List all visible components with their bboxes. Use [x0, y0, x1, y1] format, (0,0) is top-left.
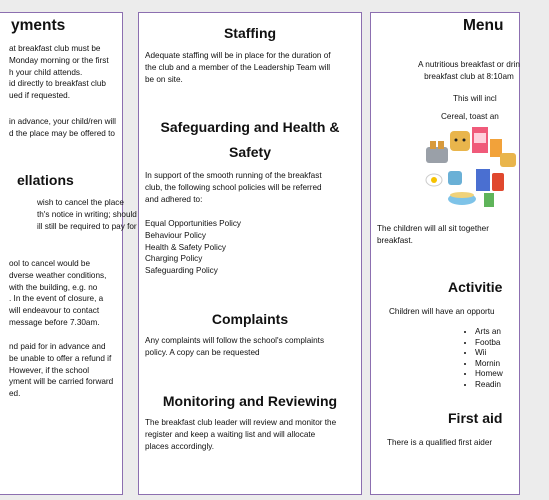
safeguarding-heading-line2: Safety [228, 144, 272, 160]
activities-list [457, 327, 503, 391]
first-aid-heading: First aid [448, 410, 503, 426]
activity-item: • Mornin [475, 359, 503, 370]
cereal-text: Cereal, toast an [441, 112, 499, 121]
policy-item: Safeguarding Policy [145, 266, 218, 276]
monitoring-text: The breakfast club leader will review and monitor the register and keep a waiting list and will allocate places accordingly. [145, 418, 337, 451]
activity-item: • Readin [475, 380, 503, 391]
activity-item: • Footba [475, 338, 503, 349]
staffing-text: Adequate staffing will be in place for the duration of the club and a member of the Leadership Team will be on site. [145, 51, 331, 84]
cancellations-text: wish to cancel the place th's notice in writing; should ill still be required to pay for [37, 198, 137, 231]
complaints-text: Any complaints will follow the school's complaints policy. A copy can be requested [145, 336, 325, 357]
children-text: The children will all sit together breakfast. [377, 224, 489, 245]
activities-intro: Children will have an opportu [389, 307, 495, 316]
payments-text: at breakfast club must be Monday morning or the first h your child attends. id directly to breakfast club ued if requested. [9, 44, 109, 101]
policy-item: Equal Opportunities Policy [145, 219, 242, 228]
monitoring-heading: Monitoring and Reviewing [162, 393, 338, 409]
activity-item: • Arts an [475, 327, 503, 338]
right-panel [370, 12, 520, 495]
menu-heading: Menu [463, 17, 504, 34]
middle-panel [138, 12, 362, 495]
payments-text-2: in advance, your child/ren will d the place may be offered to [9, 117, 116, 138]
payments-heading: yments [11, 17, 66, 34]
policy-item: Health & Safety Policy [145, 242, 227, 252]
menu-text: A nutritious breakfast or drin breakfast club at 8:10am [418, 60, 520, 81]
cancellations-text-3: nd paid for in advance and be unable to offer a refund if However, if the school yment will be carried forward ed. [9, 342, 114, 399]
activities-heading: Activitie [448, 279, 503, 295]
first-aid-text: There is a qualified first aider [387, 438, 493, 447]
includes-text: This will incl [453, 94, 497, 103]
cancellations-text-2: ool to cancel would be dverse weather conditions, with the building, e.g. no . In the event of closure, a will endeavour to contact message before 7.30am. [9, 259, 107, 327]
activity-item: • Wii [475, 348, 503, 359]
activity-item: • Homew [475, 369, 503, 380]
safeguarding-text: In support of the smooth running of the breakfast club, the following school policies will be referred and adhered to: [145, 171, 322, 204]
staffing-heading: Staffing [223, 25, 277, 41]
cancellations-heading: ellations [17, 172, 74, 188]
policy-list [145, 218, 241, 277]
breakfast-foods-image [426, 125, 518, 209]
safeguarding-heading-line1: Safeguarding and Health & [160, 119, 340, 135]
policy-item: Charging Policy [145, 254, 203, 264]
left-panel [0, 12, 137, 495]
policy-item: Behaviour Policy [145, 230, 206, 240]
complaints-heading: Complaints [211, 311, 289, 327]
